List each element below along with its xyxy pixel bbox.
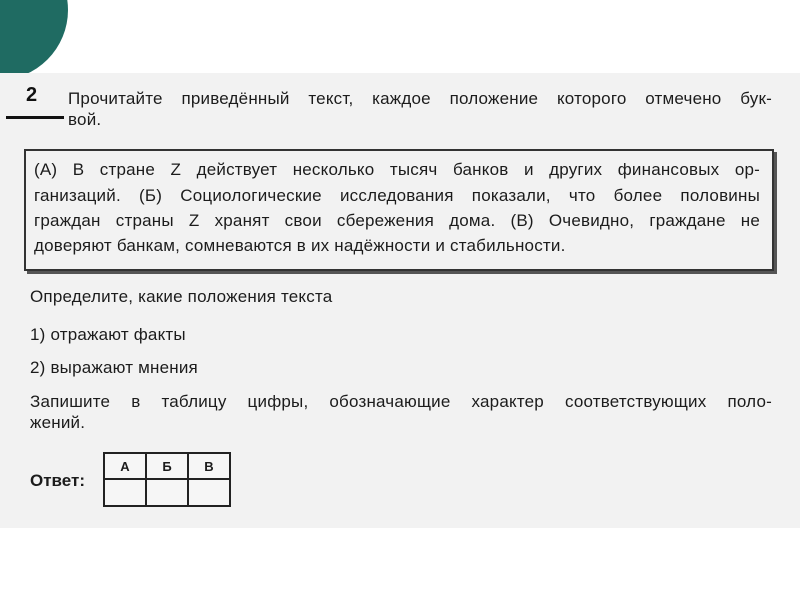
task-number-underline xyxy=(6,116,64,119)
question-prompt: Определите, какие положения текста xyxy=(30,287,333,306)
write-instruction-line-2: жений. xyxy=(30,413,86,432)
passage-line-1: (А) В стране Z действует несколько тысяч банков и других финансовых ор- xyxy=(34,160,760,179)
answer-column-b: Б xyxy=(146,453,188,479)
answer-column-v: В xyxy=(188,453,230,479)
option-facts: 1) отражают факты xyxy=(30,325,186,344)
answer-column-a: А xyxy=(104,453,146,479)
write-instruction-line-1: Запишите в таблицу цифры, обозначающие характер соответствующих поло- xyxy=(30,392,772,411)
answer-cell-a[interactable] xyxy=(104,479,146,506)
task-number: 2 xyxy=(26,84,38,106)
answer-label: Ответ: xyxy=(30,471,85,490)
option-opinions: 2) выражают мнения xyxy=(30,358,198,377)
passage-line-2: ганизаций. (Б) Социологические исследования показали, что более половины xyxy=(34,186,760,205)
passage-line-3: граждан страны Z хранят свои сбережения дома. (В) Очевидно, граждане не xyxy=(34,211,760,230)
instruction-line-2: вой. xyxy=(68,110,102,129)
answer-cell-v[interactable] xyxy=(188,479,230,506)
answer-table xyxy=(103,452,231,507)
passage-box xyxy=(24,149,774,271)
answer-cell-b[interactable] xyxy=(146,479,188,506)
answer-table-header-row xyxy=(104,453,230,479)
instruction-line-1: Прочитайте приведённый текст, каждое положение которого отмечено бук- xyxy=(68,89,772,108)
answer-table-input-row xyxy=(104,479,230,506)
corner-decoration xyxy=(0,0,68,80)
passage-line-4: доверяют банкам, сомневаются в их надёжности и стабильности. xyxy=(34,236,566,255)
